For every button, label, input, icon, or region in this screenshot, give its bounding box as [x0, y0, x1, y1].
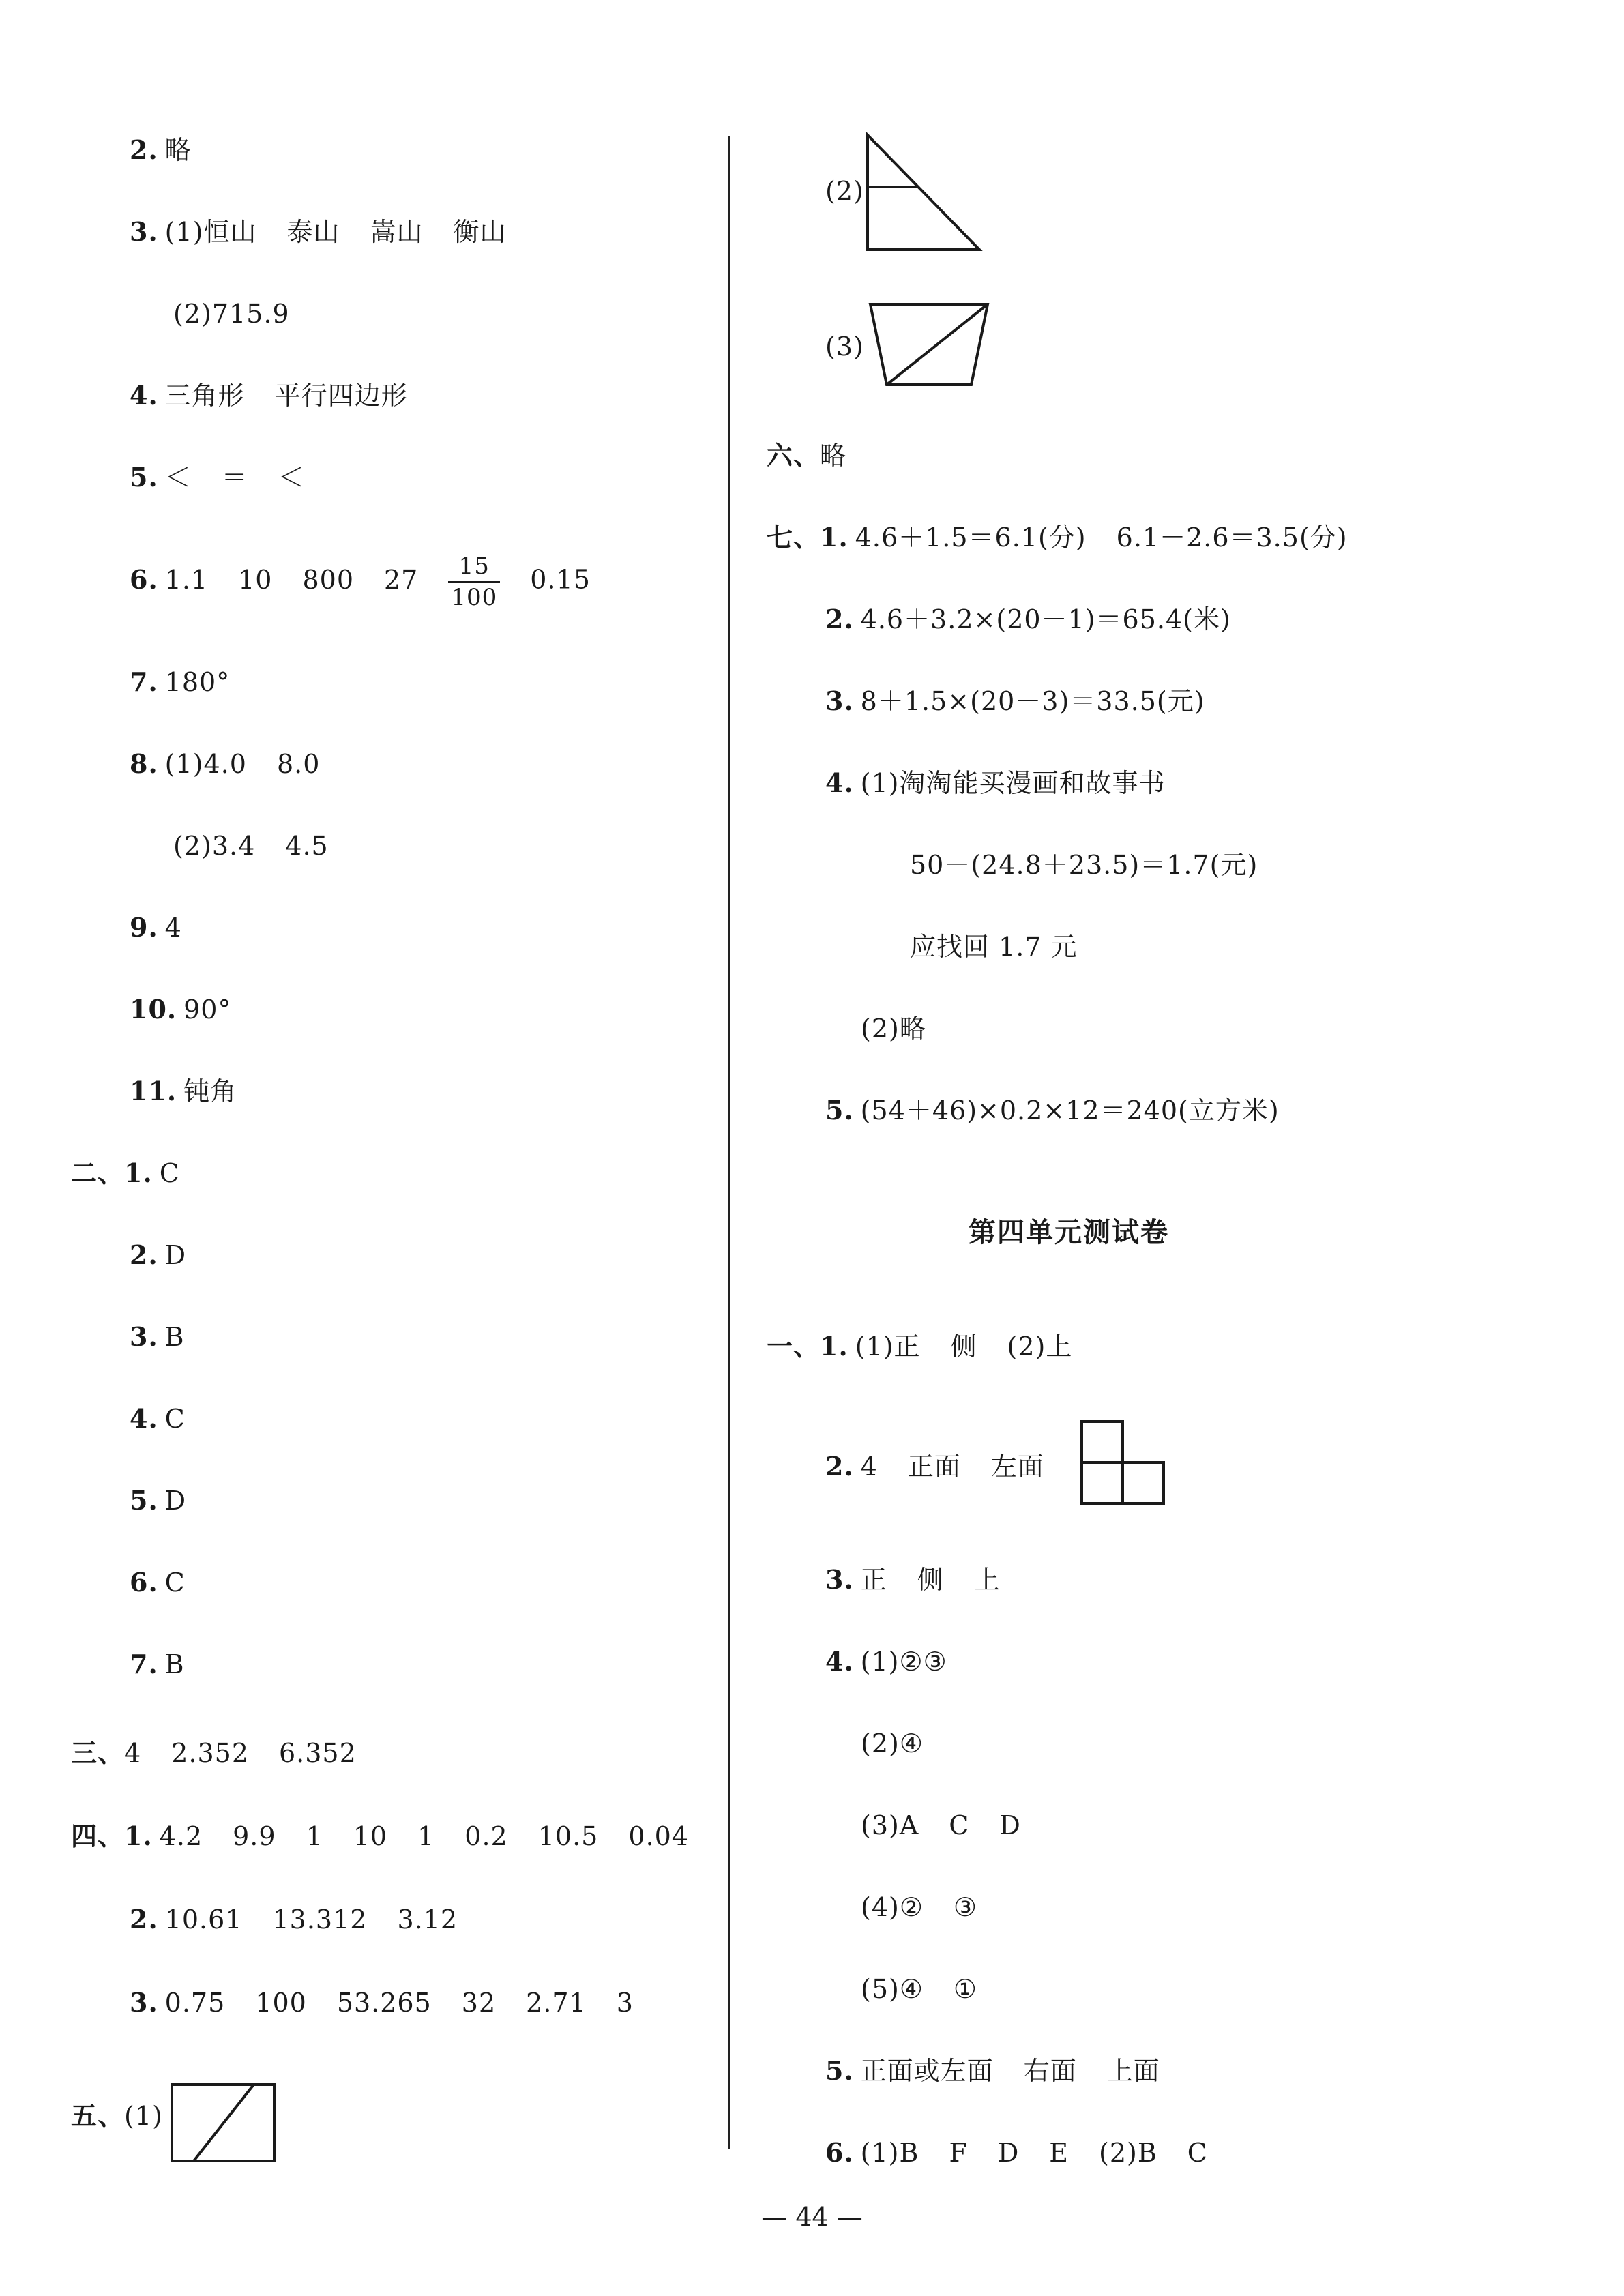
sec7-q3: 3. 8＋1.5×(20－3)＝33.5(元) [825, 686, 1205, 716]
unit4-q4-line5: (5)④ ① [861, 1974, 977, 2004]
right-fig3-label: (3) [825, 332, 864, 362]
unit4-q1: 一、1. (1)正 侧 (2)上 [767, 1331, 1073, 1362]
sec7-q1: 七、1. 4.6＋1.5＝6.1(分) 6.1－2.6＝3.5(分) [767, 522, 1348, 553]
sec7-q4-line3: 应找回 1.7 元 [910, 932, 1078, 962]
unit4-title: 第四单元测试卷 [969, 1216, 1169, 1248]
sec7-q2: 2. 4.6＋3.2×(20－1)＝65.4(米) [825, 604, 1231, 634]
sec2-q6: 6. C [130, 1567, 186, 1598]
sec2-q2: 2. D [130, 1239, 187, 1270]
sec2-q4: 4. C [130, 1403, 186, 1434]
fraction: $\frac{15}{100}$ [448, 551, 500, 613]
left-q3-line1: 3. (1)恒山 泰山 嵩山 衡山 [130, 216, 507, 247]
unit4-q4-line4: (4)② ③ [861, 1892, 977, 1922]
sec3: 三、4 2.352 6.352 [71, 1737, 357, 1768]
left-q8-line1: 8. (1)4.0 8.0 [130, 748, 321, 779]
unit4-q6: 6. (1)B F D E (2)B C [825, 2137, 1208, 2168]
left-q11: 11. 钝角 [130, 1076, 237, 1106]
sec2-q5: 5. D [130, 1485, 187, 1516]
column-divider [728, 136, 730, 2149]
sec2-q1: 二、1. C [71, 1158, 180, 1188]
parallelogram-split-figure [171, 2083, 280, 2165]
sec4-r3: 3. 0.75 100 53.265 32 2.71 3 [130, 1987, 634, 2018]
sec4-r1: 四、1. 4.2 9.9 1 10 1 0.2 10.5 0.04 [71, 1821, 689, 1851]
left-q5: 5. ＜ ＝ ＜ [130, 462, 305, 492]
sec2-q7: 7. B [130, 1649, 185, 1679]
unit4-q3: 3. 正 侧 上 [825, 1564, 1001, 1595]
left-q2: 2. 略 [130, 134, 192, 165]
sec4-r2: 2. 10.61 13.312 3.12 [130, 1904, 458, 1934]
left-q9: 9. 4 [130, 912, 182, 943]
sec7-q4-line1: 4. (1)淘淘能买漫画和故事书 [825, 767, 1166, 798]
trapezoid-split-figure [868, 300, 990, 390]
sec7-q5: 5. (54＋46)×0.2×12＝240(立方米) [825, 1095, 1280, 1125]
left-q10: 10. 90° [130, 994, 232, 1025]
unit4-q4-line1: 4. (1)②③ [825, 1646, 947, 1677]
sec7-q4-line4: (2)略 [861, 1014, 926, 1044]
page-number: — 44 — [761, 2202, 863, 2232]
left-q8-line2: (2)3.4 4.5 [173, 831, 329, 861]
unit4-q4-line2: (2)④ [861, 1728, 924, 1758]
l-shape-view-figure [1080, 1420, 1169, 1509]
left-q3-line2: (2)715.9 [173, 299, 290, 329]
left-q6: 6. 1.1 10 800 27 $\frac{15}{100}$ 0.15 [130, 553, 591, 611]
right-fig2-label: (2) [825, 176, 864, 206]
triangle-split-figure [865, 134, 988, 254]
sec5: 五、(1) [71, 2100, 163, 2131]
unit4-q2: 2. 4 正面 左面 [825, 1451, 1044, 1482]
unit4-q4-line3: (3)A C D [861, 1810, 1021, 1840]
sec2-q3: 3. B [130, 1321, 185, 1352]
unit4-q5: 5. 正面或左面 右面 上面 [825, 2055, 1160, 2086]
sec6: 六、略 [767, 440, 847, 471]
left-q7: 7. 180° [130, 666, 231, 697]
sec7-q4-line2: 50－(24.8＋23.5)＝1.7(元) [910, 850, 1258, 880]
left-q4: 4. 三角形 平行四边形 [130, 380, 408, 411]
